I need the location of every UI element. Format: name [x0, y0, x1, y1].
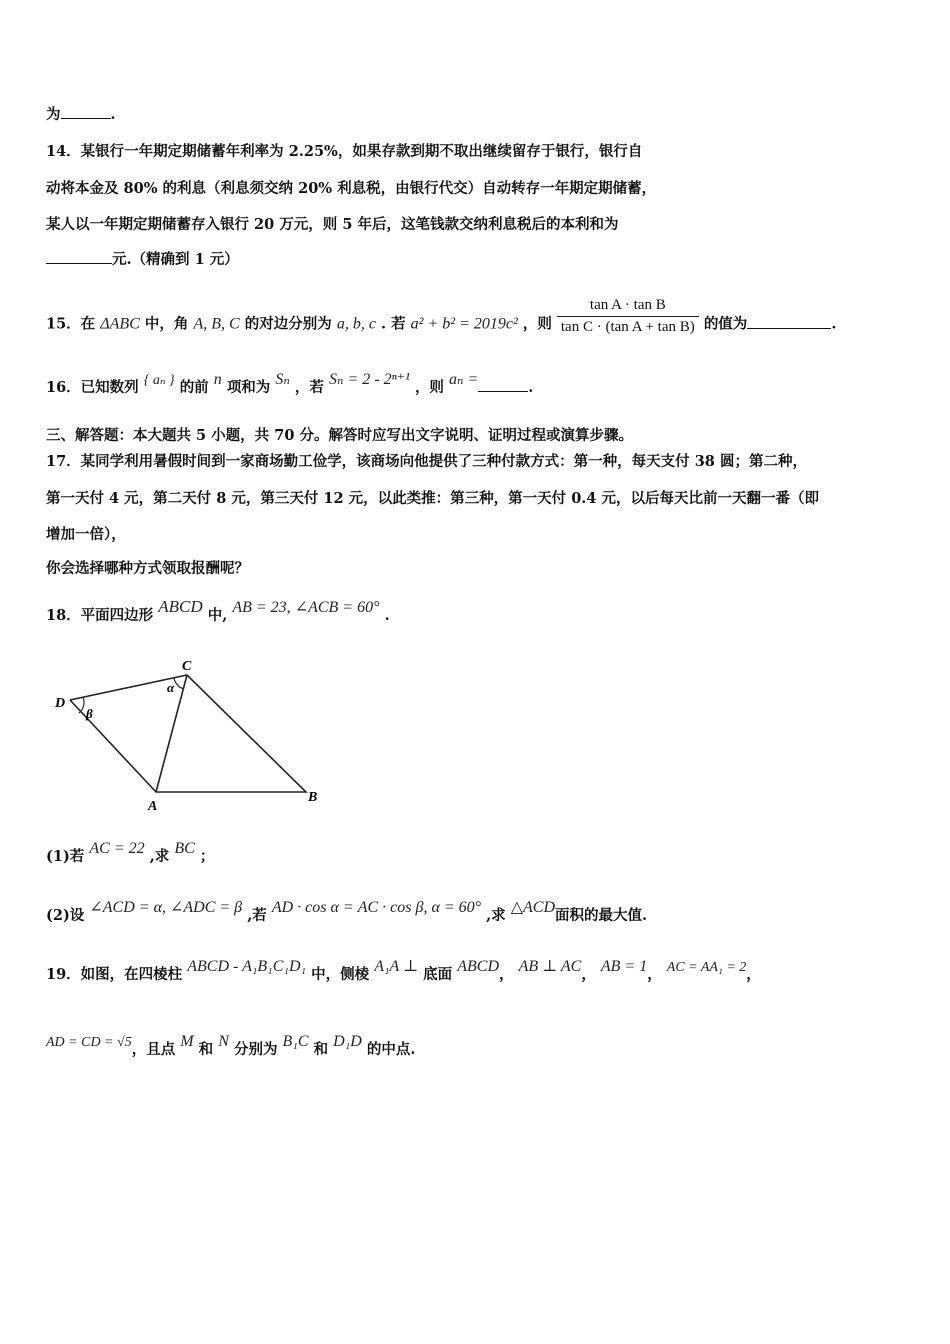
quadrilateral-figure — [50, 655, 340, 815]
q18-part2: (2)设 ∠ACD = α, ∠ADC = β ,若 AD · cos α = AC · cos β, α = 60° ,求 △ACD面积的最大值. — [46, 899, 648, 924]
vertex-b: B — [308, 790, 318, 805]
q17-line4: 你会选择哪种方式领取报酬呢？ — [46, 560, 249, 577]
q17-line1: 17．某同学利用暑假时间到一家商场勤工俭学，该商场向他提供了三种付款方式：第一种，每天支付 38 圆；第二种， — [46, 453, 807, 470]
q17-line2: 第一天付 4 元，第二天付 8 元，第三天付 12 元，以此类推：第三种，第一天付 0.4 元，以后每天比前一天翻一番（即 — [46, 490, 819, 507]
figure-outline — [70, 675, 306, 792]
q14-line4: 元.（精确到 1 元） — [46, 248, 239, 269]
section-3-heading: 三、解答题：本大题共 5 小题，共 70 分。解答时应写出文字说明、证明过程或演算步骤。 — [46, 427, 633, 444]
answer-blank[interactable] — [747, 314, 831, 329]
answer-blank[interactable] — [61, 104, 111, 119]
q14-line2: 动将本金及 80% 的利息（利息须交纳 20% 利息税，由银行代交）自动转存一年期定期储蓄， — [46, 180, 657, 197]
q17-line3: 增加一倍）， — [46, 526, 126, 543]
q18-part1: (1)若 AC = 22 ,求 BC ； — [46, 840, 215, 865]
q14-line1: 14．某银行一年期定期储蓄年利率为 2.25%，如果存款到期不取出继续留存于银行，银行自 — [46, 143, 643, 160]
answer-blank[interactable] — [46, 249, 112, 264]
vertex-d: D — [55, 696, 66, 711]
vertex-a: A — [148, 799, 158, 814]
q19-line1: 19．如图，在四棱柱 ABCD - A₁B₁C₁D₁ 中，侧棱 A₁A ⊥ 底面 ABCD， AB ⊥ AC， AB = 1， AC = AA₁ = 2， — [46, 958, 761, 983]
angle-alpha-label: α — [167, 680, 175, 695]
q13-tail: 为 . — [46, 106, 116, 123]
angle-beta-label: β — [86, 706, 93, 721]
q18: 18．平面四边形 ABCD 中, AB = 23, ∠ACB = 60° . — [46, 597, 390, 624]
q14-line3: 某人以一年期定期储蓄存入银行 20 万元，则 5 年后，这笔钱款交纳利息税后的本利和为 — [46, 216, 619, 233]
answer-blank[interactable] — [478, 377, 528, 392]
vertex-c: C — [182, 659, 192, 674]
q15-fraction: $\frac{\text{tan A · tan B}}{\text{tan C · (tan A + tan B)}}$ — [557, 297, 699, 336]
angle-arc-alpha — [174, 678, 184, 689]
q19-line2: AD = CD = √5，且点 M 和 N 分别为 B₁C 和 D₁D 的中点. — [46, 1033, 416, 1058]
q15: 15．在 ΔABC 中，角 A, B, C 的对边分别为 a, b, c . 若 a² + b² = 2019c² ，则 $\frac{\text{tan A · tan B}}{\text{tan C · (tan A + tan B)}}$ 的值为 . — [46, 297, 837, 335]
q16: 16．已知数列 { aₙ } 的前 n 项和为 Sₙ ，若 Sₙ = 2 - 2ⁿ⁺¹ ，则 aₙ = . — [46, 371, 534, 396]
